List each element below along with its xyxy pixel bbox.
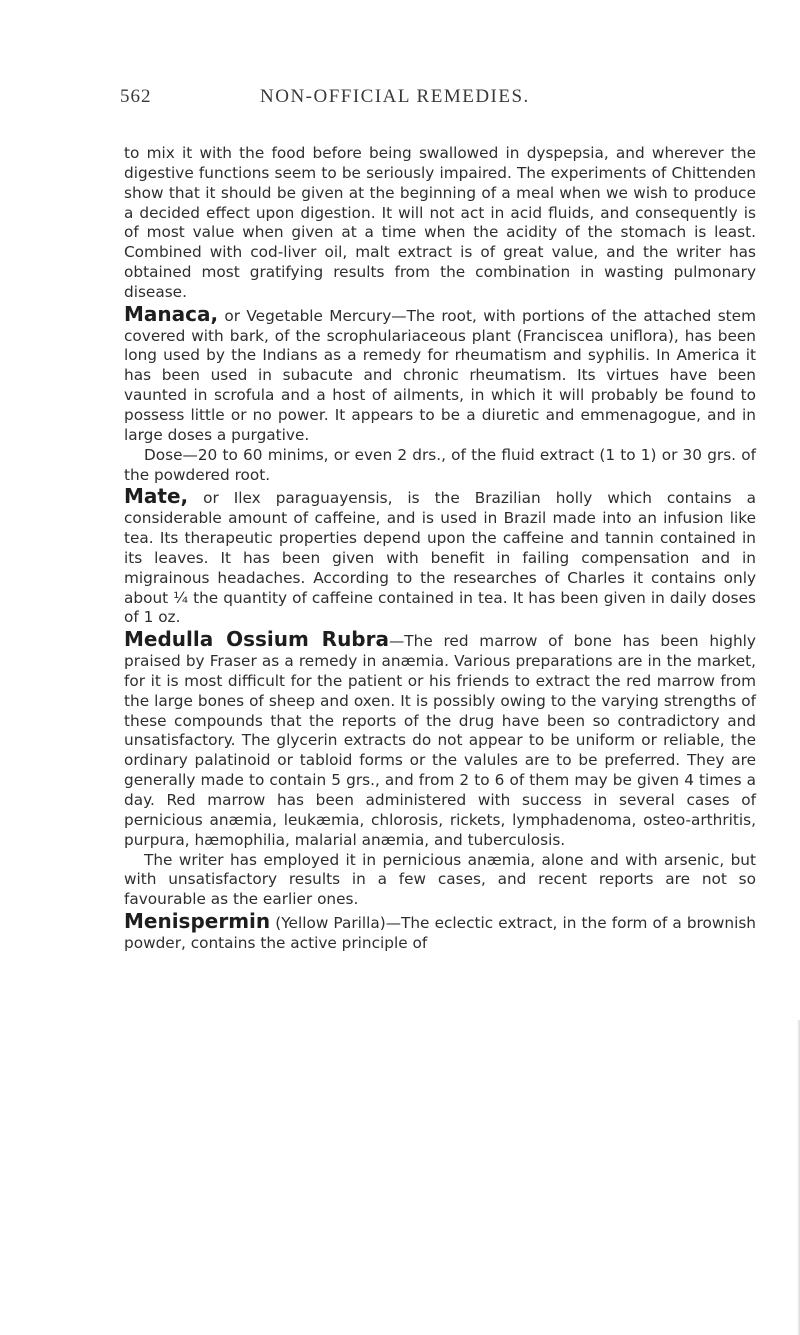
medulla-paragraph-2: The writer has employed it in pernicious anæmia, alone and with arsenic, but with unsatisfactory results in a few cases, and recent reports are not so favourable as the earlier ones.: [124, 850, 756, 909]
medulla-text: —The red marrow of bone has been highly praised by Fraser as a remedy in anæmia. Various preparations are in the market, for it is most difficult for the patient or his friends to extract the red marrow from the large bones of sheep and oxen. It is possibly owing to the varying strengths of these compounds that the reports of the drug have been so contradictory and unsatisfactory. The glycerin extracts do not appear to be uniform or reliable, the ordinary palatinoid or tabloid forms or the valules are to be preferred. They are generally made to contain 5 grs., and from 2 to 6 of them may be given 4 times a day. Red marrow has been administered with success in several cases of pernicious anæmia, leukæmia, chlorosis, rickets, lymphadenoma, osteo-arthritis, purpura, hæmophilia, malarial anæmia, and tuberculosis.: [124, 632, 756, 849]
manaca-text: or Vegetable Mercury—The root, with portions of the attached stem covered with bark, of the scrophulariaceous plant (Franciscea uniflora), has been long used by the Indians as a remedy for rheumatism and syphilis. In America it has been used in subacute and chronic rheumatism. Its virtues have been vaunted in scrofula and a host of ailments, in which it will probably be found to possess little or no power. It appears to be a diuretic and emmenagogue, and in large doses a purgative.: [124, 306, 756, 444]
entry-title-medulla: Medulla Ossium Rubra: [124, 627, 389, 652]
text-column: [124, 144, 756, 954]
manaca-dose: Dose—20 to 60 minims, or even 2 drs., of the fluid extract (1 to 1) or 30 grs. of the powdered root.: [124, 445, 756, 484]
continuation-paragraph: to mix it with the food before being swallowed in dyspepsia, and wherever the digestive functions seem to be seriously impaired. The experiments of Chittenden show that it should be given at the beginning of a meal when we wish to produce a decided effect upon digestion. It will not act in acid fluids, and consequently is of most value when given at a time when the acidity of the stomach is least. Combined with cod-liver oil, malt extract is of great value, and the writer has obtained most gratifying results from the combination in wasting pulmonary disease.: [124, 144, 756, 301]
entry-mate: [124, 484, 756, 628]
page-header: [120, 86, 760, 112]
entry-title-manaca: Manaca,: [124, 301, 219, 326]
running-title: NON-OFFICIAL REMEDIES.: [260, 86, 530, 107]
menispermin-text: (Yellow Parilla)—The eclectic extract, in the form of a brownish powder, contains the active principle of: [124, 914, 756, 952]
manaca-paragraph: [124, 301, 756, 446]
mate-text: or Ilex paraguayensis, is the Brazilian holly which contains a considerable amount of caffeine, and is used in Brazil made into an infusion like tea. Its therapeutic properties depend upon the caffeine and tannin contained in its leaves. It has been given with benefit in failing compensation and in migrainous headaches. According to the researches of Charles it contains only about ¼ the quantity of caffeine contained in tea. It has been given in daily doses of 1 oz.: [124, 489, 756, 627]
page-number: 562: [120, 86, 152, 107]
mate-paragraph: [124, 484, 756, 628]
entry-medulla: [124, 627, 756, 910]
menispermin-paragraph: [124, 909, 756, 954]
entry-menispermin: [124, 909, 756, 954]
entry-title-mate: Mate,: [124, 484, 189, 509]
entry-title-menispermin: Menispermin: [124, 909, 271, 934]
medulla-paragraph: [124, 627, 756, 850]
entry-manaca: [124, 301, 756, 486]
